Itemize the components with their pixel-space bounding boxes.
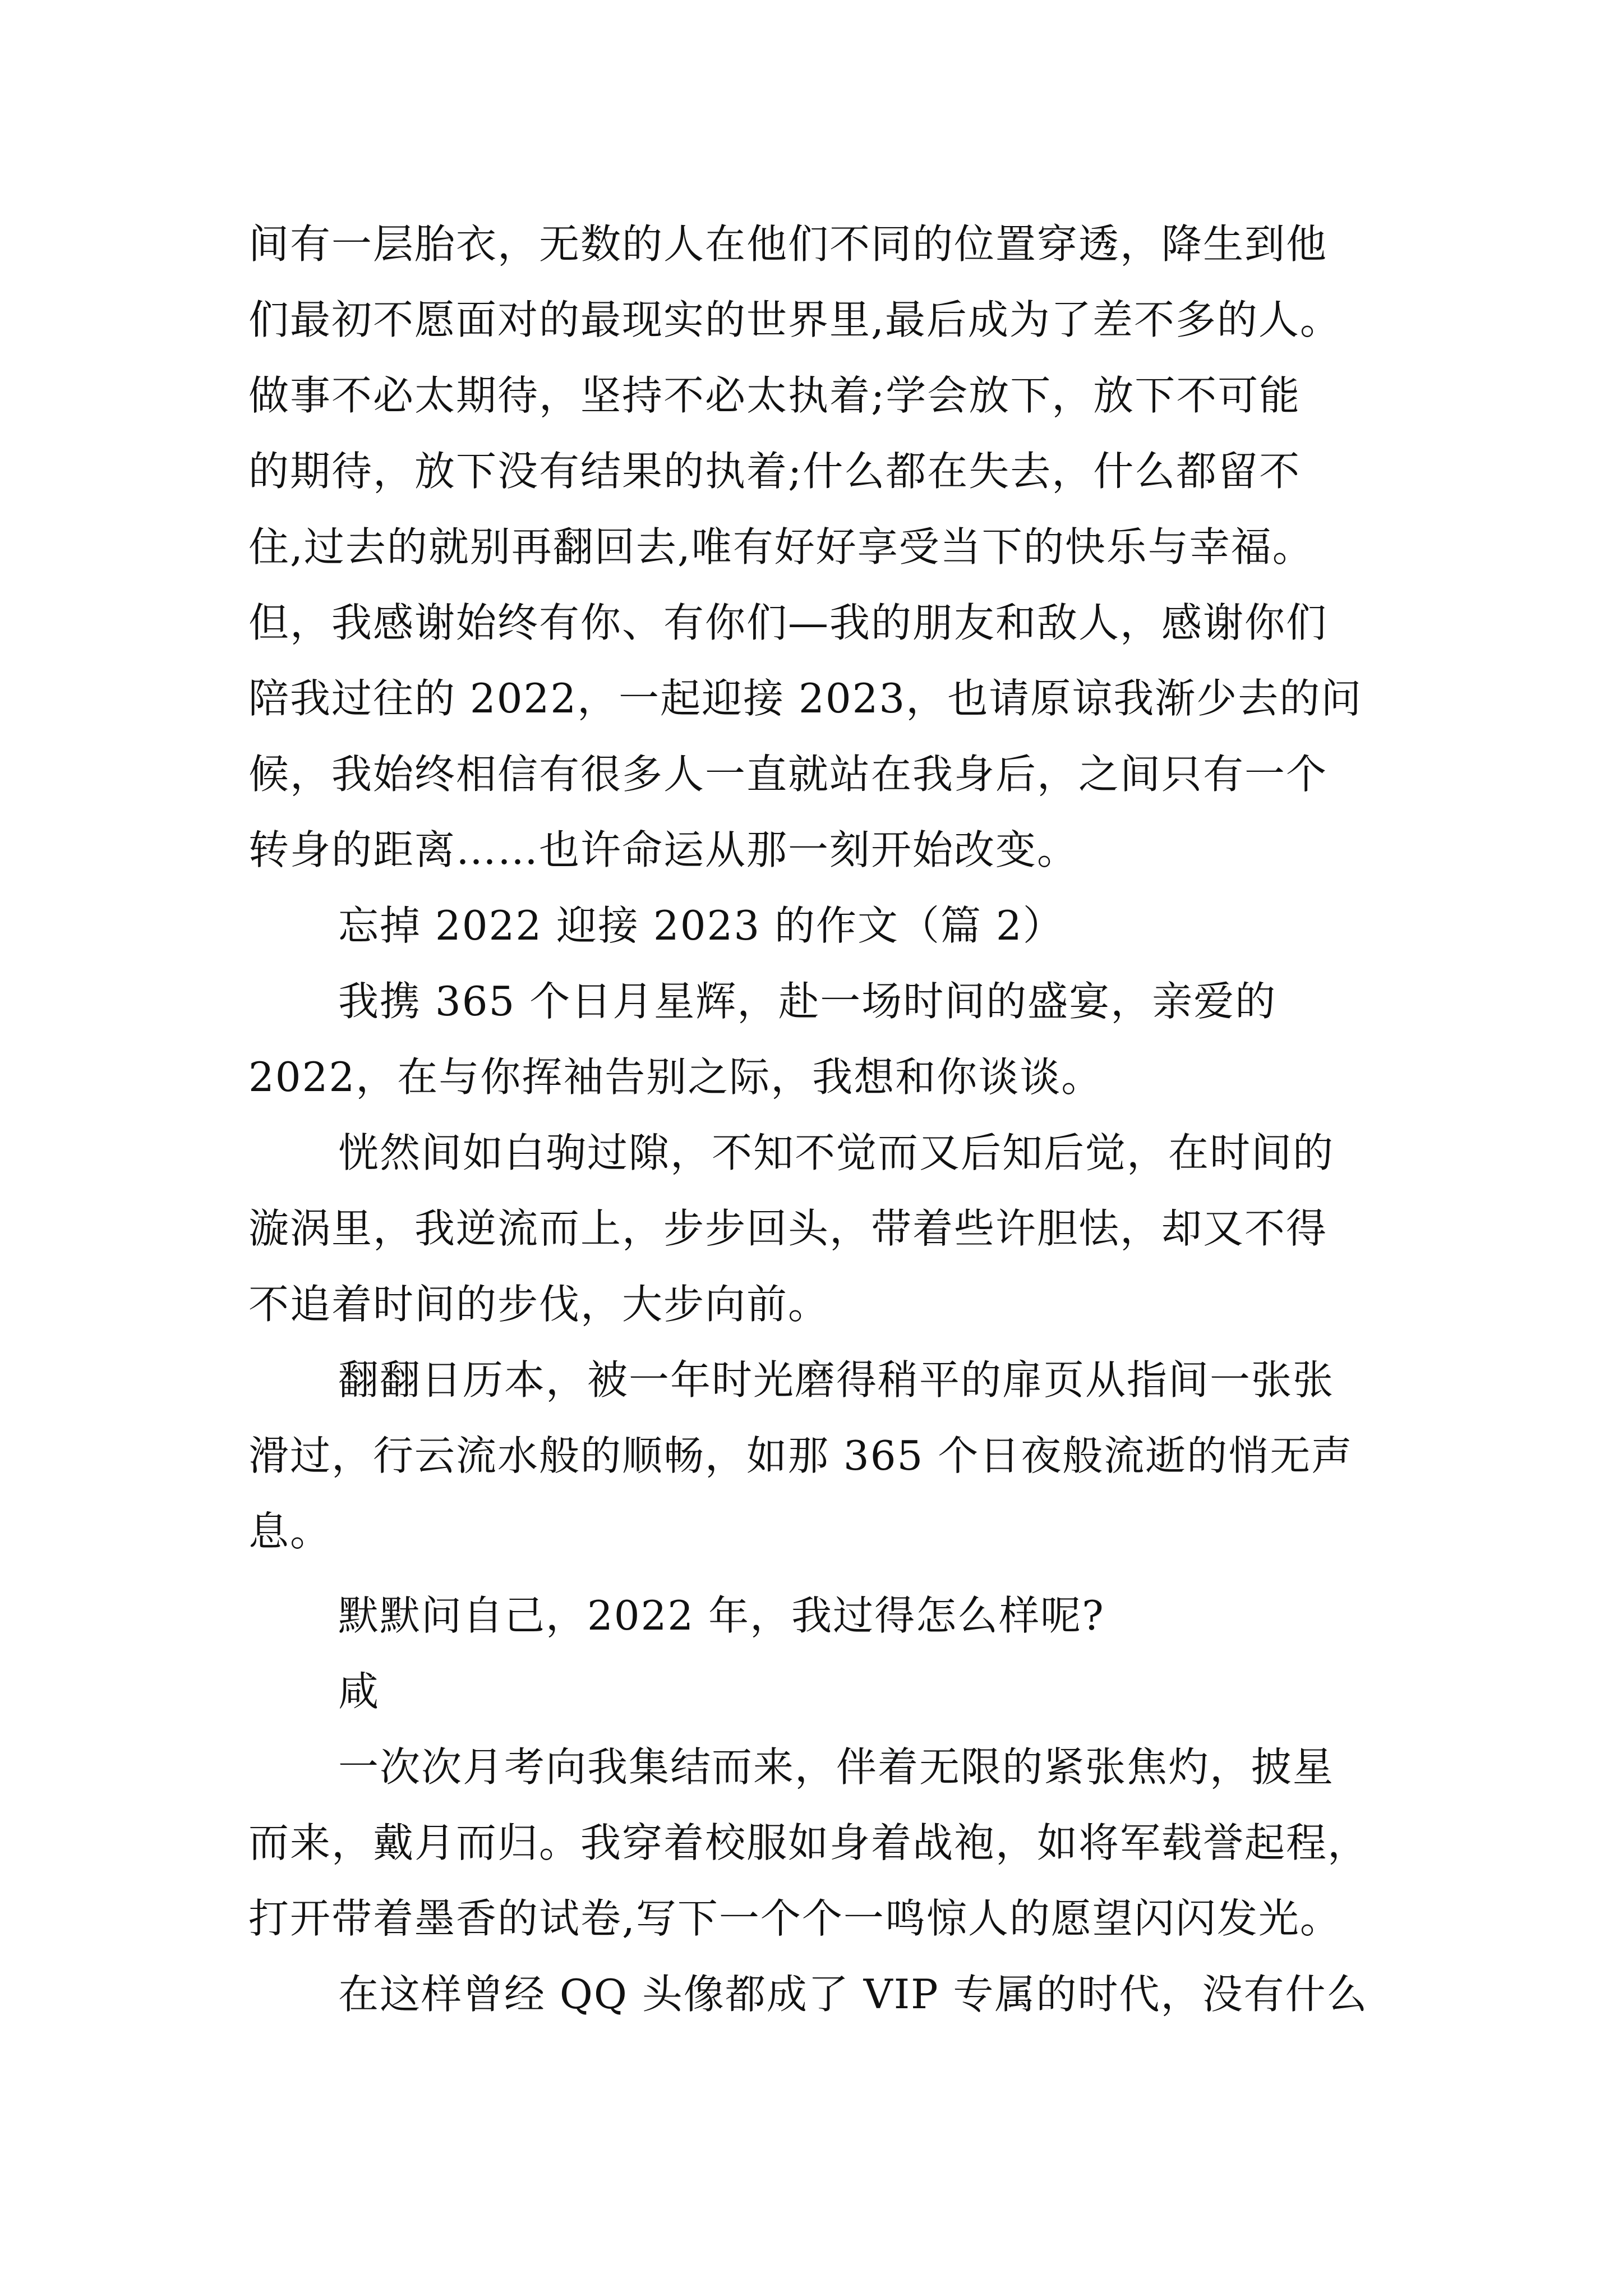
text-line: 不追着时间的步伐，大步向前。 bbox=[248, 1281, 830, 1328]
text-line: 转身的距离……也许命运从那一刻开始改变。 bbox=[248, 826, 1079, 873]
text-line: 恍然间如白驹过隙，不知不觉而又后知后觉，在时间的 bbox=[338, 1129, 1335, 1176]
text-line: 打开带着墨香的试卷,写下一个个一鸣惊人的愿望闪闪发光。 bbox=[248, 1895, 1341, 1942]
text-line: 们最初不愿面对的最现实的世界里,最后成为了差不多的人。 bbox=[248, 296, 1341, 343]
text-line: 滑过，行云流水般的顺畅，如那 365 个日夜般流逝的悄无声 bbox=[248, 1432, 1353, 1479]
section-heading: 忘掉 2022 迎接 2023 的作文（篇 2） bbox=[338, 902, 1064, 949]
text-line: 间有一层胎衣，无数的人在他们不同的位置穿透，降生到他 bbox=[248, 220, 1328, 268]
text-line: 我携 365 个日月星辉，赴一场时间的盛宴，亲爱的 bbox=[338, 978, 1277, 1025]
text-line: 的期待，放下没有结果的执着;什么都在失去，什么都留不 bbox=[248, 448, 1301, 495]
text-line: 默默问自己，2022 年，我过得怎么样呢? bbox=[338, 1592, 1105, 1639]
text-line: 咸 bbox=[338, 1668, 380, 1715]
text-line: 但，我感谢始终有你、有你们—我的朋友和敌人，感谢你们 bbox=[248, 599, 1328, 646]
text-line: 候，我始终相信有很多人一直就站在我身后，之间只有一个 bbox=[248, 751, 1328, 798]
text-line: 陪我过往的 2022，一起迎接 2023，也请原谅我渐少去的问 bbox=[248, 675, 1363, 722]
text-line: 而来，戴月而归。我穿着校服如身着战袍，如将军载誉起程， bbox=[248, 1819, 1370, 1866]
text-line: 息。 bbox=[248, 1508, 332, 1555]
text-line: 翻翻日历本，被一年时光磨得稍平的扉页从指间一张张 bbox=[338, 1356, 1335, 1404]
text-line: 做事不必太期待，坚持不必太执着;学会放下，放下不可能 bbox=[248, 372, 1301, 419]
text-line: 一次次月考向我集结而来，伴着无限的紧张焦灼，披星 bbox=[338, 1743, 1335, 1791]
text-line: 漩涡里，我逆流而上，步步回头，带着些许胆怯，却又不得 bbox=[248, 1205, 1328, 1252]
text-line: 2022，在与你挥袖告别之际，我想和你谈谈。 bbox=[248, 1053, 1103, 1101]
text-line: 住,过去的就别再翻回去,唯有好好享受当下的快乐与幸福。 bbox=[248, 523, 1314, 570]
text-line: 在这样曾经 QQ 头像都成了 VIP 专属的时代，没有什么 bbox=[338, 1971, 1368, 2018]
